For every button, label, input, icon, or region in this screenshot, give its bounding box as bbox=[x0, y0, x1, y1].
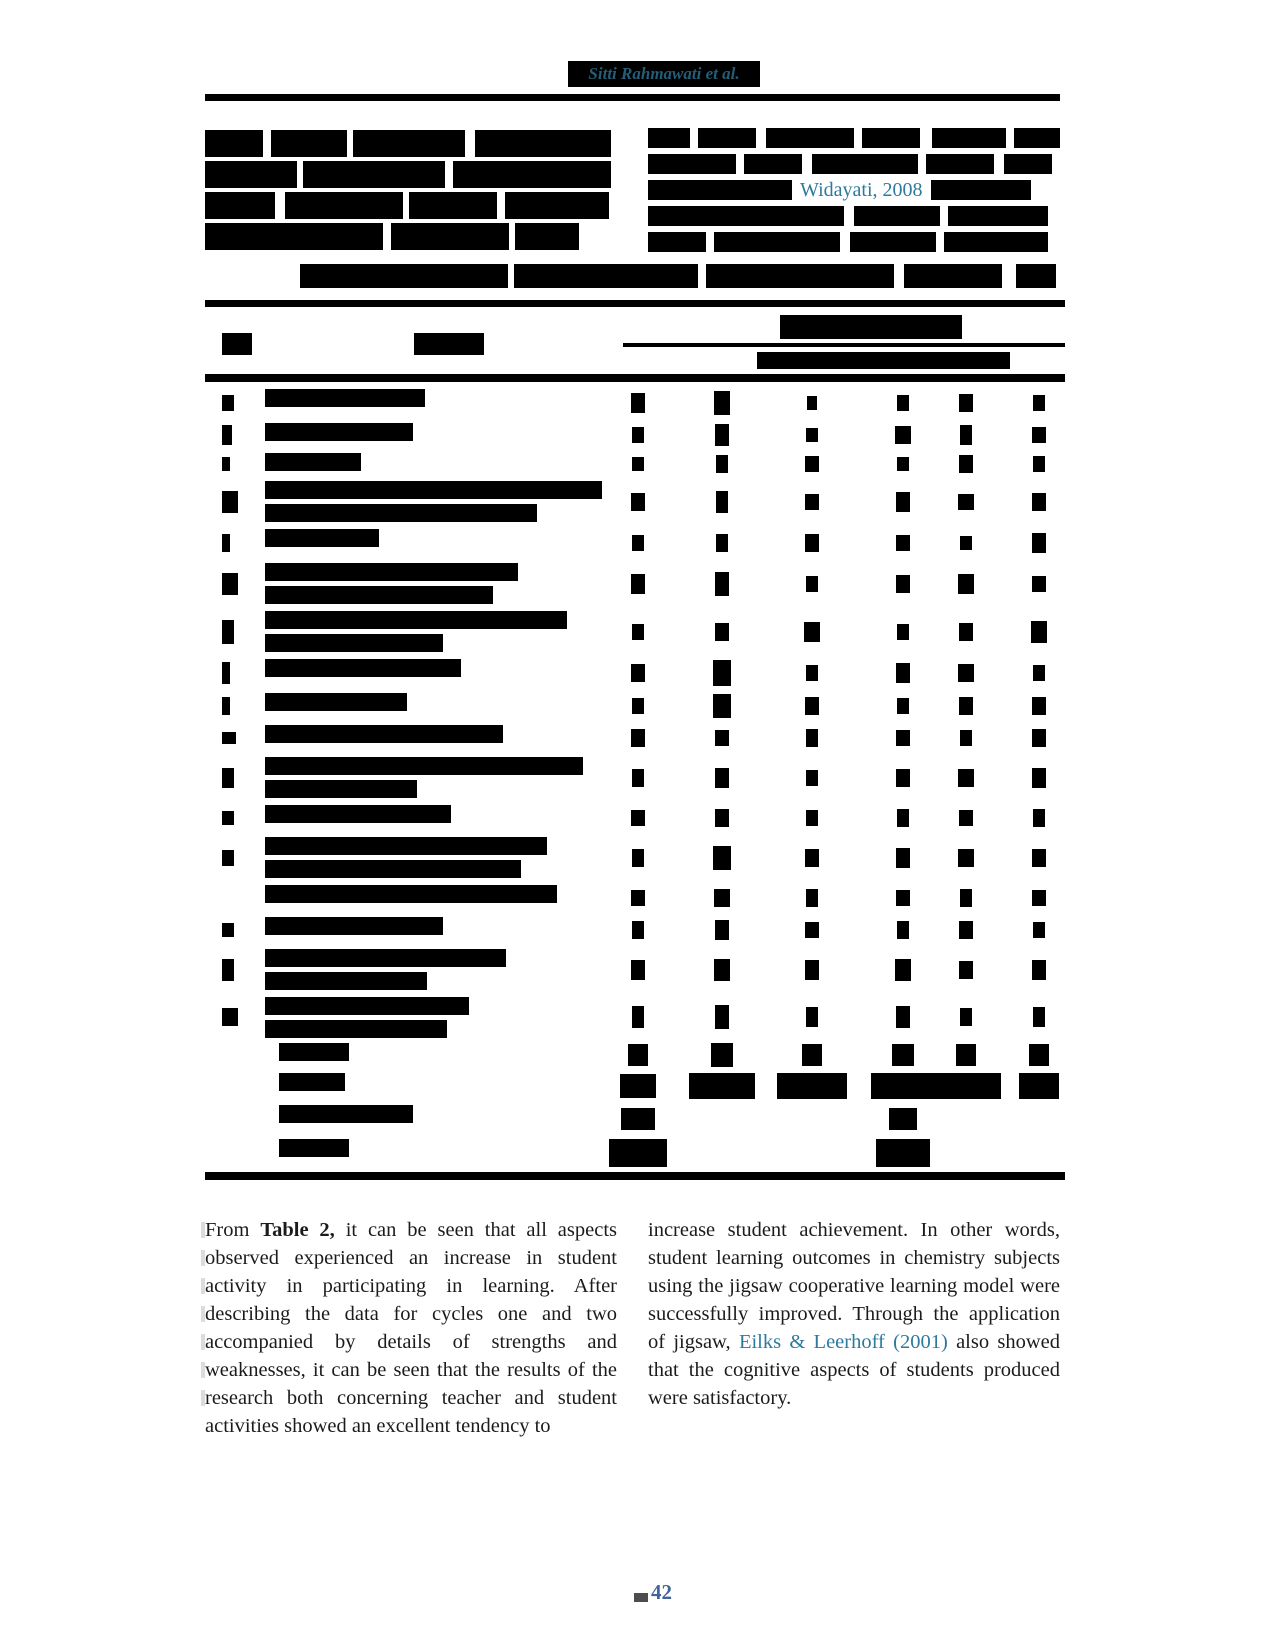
column-header-no-redaction bbox=[222, 333, 252, 355]
data-cell-redaction bbox=[631, 890, 645, 906]
data-cell-redaction bbox=[805, 494, 819, 510]
redaction-bar bbox=[205, 130, 263, 157]
redaction-bar bbox=[265, 1020, 447, 1038]
redaction-bar bbox=[265, 453, 361, 471]
data-cell-redaction bbox=[806, 729, 818, 747]
data-cell-redaction bbox=[714, 889, 730, 907]
data-cell-redaction bbox=[805, 922, 819, 938]
table-row bbox=[205, 1136, 1065, 1170]
data-cell-redaction bbox=[632, 698, 644, 714]
aspect-label-redaction bbox=[265, 481, 602, 527]
table-row bbox=[205, 1102, 1065, 1136]
data-cell-redaction bbox=[1031, 621, 1047, 643]
page-number: 42 bbox=[651, 1580, 672, 1604]
table-row bbox=[205, 722, 1065, 754]
redaction-bar bbox=[926, 154, 994, 174]
data-cell-redaction bbox=[958, 574, 974, 594]
data-cell-redaction bbox=[805, 960, 819, 980]
redaction-bar bbox=[648, 128, 690, 148]
span-header-underline bbox=[623, 343, 1065, 347]
redaction-bar bbox=[265, 917, 443, 935]
data-cell-redaction bbox=[632, 769, 644, 787]
row-number-redaction bbox=[222, 534, 230, 552]
data-cell-redaction bbox=[632, 1006, 644, 1028]
data-cell-redaction bbox=[715, 768, 729, 788]
data-cell-redaction bbox=[960, 730, 972, 746]
table-row bbox=[205, 450, 1065, 478]
data-cell-redaction bbox=[632, 921, 644, 939]
redaction-bar bbox=[265, 997, 469, 1015]
data-cell-redaction bbox=[896, 535, 910, 551]
data-cell-redaction bbox=[715, 623, 729, 641]
row-number-redaction bbox=[222, 395, 234, 411]
data-cell-redaction bbox=[620, 1074, 656, 1098]
aspect-label-redaction bbox=[265, 949, 506, 995]
paragraph-right-post: also showed that the cognitive aspects of students produced were satisfactory. bbox=[648, 1331, 1060, 1409]
row-number-redaction bbox=[222, 457, 230, 471]
table-caption-redaction bbox=[300, 264, 1056, 288]
data-cell-redaction bbox=[631, 493, 645, 511]
redaction-bar bbox=[265, 780, 417, 798]
redaction-bar bbox=[698, 128, 756, 148]
data-cell-redaction bbox=[632, 849, 644, 867]
redaction-bar bbox=[932, 128, 1006, 148]
achievement-span-header-redaction bbox=[780, 315, 962, 339]
data-cell-redaction bbox=[896, 769, 910, 787]
aspect-label-redaction bbox=[279, 1105, 413, 1128]
redaction-bar bbox=[1014, 128, 1060, 148]
redacted-text-line bbox=[205, 161, 617, 188]
redaction-bar bbox=[515, 223, 579, 250]
data-cell-redaction bbox=[715, 730, 729, 746]
row-number-redaction bbox=[222, 662, 230, 684]
data-cell-redaction bbox=[805, 849, 819, 867]
data-cell-redaction bbox=[892, 1044, 914, 1066]
data-cell-redaction bbox=[632, 624, 644, 640]
data-cell-redaction bbox=[632, 427, 644, 443]
redaction-bar bbox=[205, 223, 383, 250]
redaction-bar bbox=[205, 192, 275, 219]
data-cell-redaction bbox=[806, 1007, 818, 1027]
redaction-bar bbox=[648, 232, 706, 252]
running-head-text: Sitti Rahmawati et al. bbox=[588, 64, 740, 83]
data-cell-redaction bbox=[896, 890, 910, 906]
redaction-bar bbox=[265, 529, 379, 547]
redaction-bar bbox=[285, 192, 403, 219]
table-row bbox=[205, 1040, 1065, 1070]
redaction-bar bbox=[1016, 264, 1056, 288]
redaction-bar bbox=[648, 180, 792, 200]
row-number-redaction bbox=[222, 959, 234, 981]
redaction-bar bbox=[265, 757, 583, 775]
row-number-redaction bbox=[222, 1008, 238, 1026]
data-cell-redaction bbox=[807, 396, 817, 410]
aspect-label-redaction bbox=[265, 805, 451, 828]
data-cell-redaction bbox=[959, 697, 973, 715]
data-cell-redaction bbox=[896, 1006, 910, 1028]
data-cell-redaction bbox=[713, 846, 731, 870]
data-cell-redaction bbox=[1032, 890, 1046, 906]
row-number-redaction bbox=[222, 768, 234, 788]
running-head-redaction bbox=[568, 61, 760, 87]
data-cell-redaction bbox=[897, 457, 909, 471]
redaction-bar bbox=[453, 161, 611, 188]
data-cell-redaction bbox=[1032, 960, 1046, 980]
redacted-text-line bbox=[205, 192, 617, 219]
data-cell-redaction bbox=[806, 889, 818, 907]
data-cell-redaction bbox=[876, 1139, 930, 1167]
data-cell-redaction bbox=[805, 697, 819, 715]
redacted-text-line bbox=[205, 130, 617, 157]
aspect-label-redaction bbox=[265, 423, 413, 446]
row-number-redaction bbox=[222, 573, 238, 595]
data-cell-redaction bbox=[895, 959, 911, 981]
redaction-bar bbox=[265, 949, 506, 967]
redacted-text-line bbox=[205, 223, 617, 250]
data-cell-redaction bbox=[931, 1073, 1001, 1099]
widayati-citation-link[interactable]: Widayati, 2008 bbox=[800, 179, 923, 201]
redaction-bar bbox=[931, 180, 1031, 200]
data-cell-redaction bbox=[1033, 395, 1045, 411]
aspect-label-redaction bbox=[265, 453, 361, 476]
redacted-text-line bbox=[648, 206, 1060, 226]
data-cell-redaction bbox=[631, 960, 645, 980]
paragraph-left-rest: it can be seen that all aspects observed experienced an increase in student activity in participating in learning. After describing the data for cycles one and two accompanied by details of strengths and weaknesses, it can be seen that the results of the research both concerning teacher and student activities showed an excellent tendency to bbox=[205, 1219, 617, 1437]
data-cell-redaction bbox=[896, 492, 910, 512]
data-cell-redaction bbox=[802, 1044, 822, 1066]
data-cell-redaction bbox=[806, 576, 818, 592]
redaction-bar bbox=[271, 130, 347, 157]
row-number-redaction bbox=[222, 850, 234, 866]
redaction-bar bbox=[265, 659, 461, 677]
redaction-bar bbox=[812, 154, 918, 174]
data-cell-redaction bbox=[715, 572, 729, 596]
data-cell-redaction bbox=[711, 1043, 733, 1067]
redaction-bar bbox=[300, 264, 508, 288]
data-cell-redaction bbox=[1032, 729, 1046, 747]
data-cell-redaction bbox=[1033, 922, 1045, 938]
aspect-label-redaction bbox=[265, 757, 583, 803]
data-cell-redaction bbox=[716, 455, 728, 473]
data-cell-redaction bbox=[631, 664, 645, 682]
data-cell-redaction bbox=[897, 395, 909, 411]
data-cell-redaction bbox=[1033, 665, 1045, 681]
data-cell-redaction bbox=[960, 536, 972, 550]
header-rule bbox=[205, 94, 1060, 101]
redaction-bar bbox=[265, 860, 521, 878]
table-row bbox=[205, 834, 1065, 882]
redaction-bar bbox=[1004, 154, 1052, 174]
aspect-label-redaction bbox=[265, 529, 379, 552]
redaction-bar bbox=[391, 223, 509, 250]
data-cell-redaction bbox=[1032, 493, 1046, 511]
data-cell-redaction bbox=[631, 574, 645, 594]
data-cell-redaction bbox=[714, 391, 730, 415]
data-cell-redaction bbox=[1033, 809, 1045, 827]
data-cell-redaction bbox=[806, 665, 818, 681]
table-row bbox=[205, 386, 1065, 420]
table-row bbox=[205, 994, 1065, 1040]
data-cell-redaction bbox=[806, 810, 818, 826]
redaction-bar bbox=[279, 1105, 413, 1123]
table-row bbox=[205, 526, 1065, 560]
data-cell-redaction bbox=[959, 921, 973, 939]
aspect-label-redaction bbox=[265, 563, 518, 609]
redaction-bar bbox=[303, 161, 445, 188]
row-number-redaction bbox=[222, 491, 238, 513]
redaction-bar bbox=[265, 634, 443, 652]
data-cell-redaction bbox=[716, 534, 728, 552]
data-cell-redaction bbox=[958, 664, 974, 682]
redaction-bar bbox=[265, 504, 537, 522]
table-row bbox=[205, 420, 1065, 450]
redaction-bar bbox=[648, 206, 844, 226]
redacted-text-line bbox=[648, 232, 1060, 252]
redaction-bar bbox=[265, 693, 407, 711]
data-cell-redaction bbox=[806, 428, 818, 442]
results-table bbox=[205, 300, 1065, 1188]
data-cell-redaction bbox=[1032, 697, 1046, 715]
redaction-bar bbox=[475, 130, 611, 157]
redaction-bar bbox=[265, 586, 493, 604]
data-cell-redaction bbox=[896, 663, 910, 683]
data-cell-redaction bbox=[958, 849, 974, 867]
redaction-bar bbox=[648, 154, 736, 174]
table-header-rule bbox=[205, 374, 1065, 382]
page-footer bbox=[634, 1580, 672, 1605]
paragraph-right-pre: increase student achievement. In other words, student learning outcomes in chemistry subjects using the jigsaw cooperative learning model were successfully improved. Through the application of jigsaw, bbox=[648, 1219, 1060, 1353]
redaction-bar bbox=[706, 264, 894, 288]
data-cell-redaction bbox=[895, 426, 911, 444]
data-cell-redaction bbox=[609, 1139, 667, 1167]
data-cell-redaction bbox=[713, 660, 731, 686]
row-number-redaction bbox=[222, 923, 234, 937]
aspect-label-redaction bbox=[279, 1139, 349, 1162]
data-cell-redaction bbox=[959, 961, 973, 979]
data-cell-redaction bbox=[959, 455, 973, 473]
redaction-bar bbox=[904, 264, 1002, 288]
data-cell-redaction bbox=[959, 810, 973, 826]
row-number-redaction bbox=[222, 697, 230, 715]
table-top-rule bbox=[205, 300, 1065, 307]
data-cell-redaction bbox=[1033, 1007, 1045, 1027]
footer-dash-redaction bbox=[634, 1593, 648, 1602]
redaction-bar bbox=[205, 161, 297, 188]
data-cell-redaction bbox=[896, 848, 910, 868]
data-cell-redaction bbox=[960, 889, 972, 907]
table-row bbox=[205, 656, 1065, 690]
table-row bbox=[205, 608, 1065, 656]
table-row bbox=[205, 882, 1065, 914]
aspect-label-redaction bbox=[265, 917, 443, 940]
data-cell-redaction bbox=[714, 959, 730, 981]
data-cell-redaction bbox=[1033, 456, 1045, 472]
data-cell-redaction bbox=[631, 393, 645, 413]
data-cell-redaction bbox=[715, 809, 729, 827]
subgroup-header-redaction bbox=[757, 352, 1010, 369]
row-number-redaction bbox=[222, 620, 234, 644]
aspect-label-redaction bbox=[265, 837, 547, 883]
data-cell-redaction bbox=[889, 1108, 917, 1130]
redaction-bar bbox=[514, 264, 698, 288]
data-cell-redaction bbox=[958, 769, 974, 787]
data-cell-redaction bbox=[1032, 768, 1046, 788]
table-row bbox=[205, 946, 1065, 994]
redaction-bar bbox=[265, 805, 451, 823]
row-number-redaction bbox=[222, 425, 232, 445]
redaction-bar bbox=[948, 206, 1048, 226]
paragraph-right bbox=[648, 1216, 1060, 1412]
redaction-bar bbox=[862, 128, 920, 148]
redaction-bar bbox=[265, 423, 413, 441]
data-cell-redaction bbox=[631, 729, 645, 747]
redacted-text-line bbox=[648, 128, 1060, 148]
redaction-bar bbox=[265, 725, 503, 743]
redacted-paragraph-left bbox=[205, 130, 617, 254]
table-body bbox=[205, 386, 1065, 1170]
aspect-label-redaction bbox=[265, 611, 567, 657]
redacted-text-line bbox=[648, 154, 1060, 174]
table-row bbox=[205, 560, 1065, 608]
redaction-bar bbox=[279, 1073, 345, 1091]
data-cell-redaction bbox=[897, 921, 909, 939]
data-cell-redaction bbox=[897, 624, 909, 640]
table-row bbox=[205, 690, 1065, 722]
eilks-leerhoff-citation-link[interactable]: Eilks & Leerhoff (2001) bbox=[738, 1331, 948, 1353]
row-number-redaction bbox=[222, 732, 236, 744]
data-cell-redaction bbox=[1029, 1044, 1049, 1066]
data-cell-redaction bbox=[1032, 533, 1046, 553]
redaction-bar bbox=[353, 130, 465, 157]
aspect-label-redaction bbox=[265, 389, 425, 412]
data-cell-redaction bbox=[897, 809, 909, 827]
data-cell-redaction bbox=[896, 575, 910, 593]
aspect-label-redaction bbox=[265, 693, 407, 716]
table-row bbox=[205, 802, 1065, 834]
redacted-text-line bbox=[648, 180, 1060, 200]
data-cell-redaction bbox=[956, 1044, 976, 1066]
data-cell-redaction bbox=[958, 494, 974, 510]
table-2-reference: Table 2, bbox=[260, 1219, 335, 1241]
column-header-aspect-redaction bbox=[414, 333, 484, 355]
data-cell-redaction bbox=[715, 1005, 729, 1029]
aspect-label-redaction bbox=[279, 1043, 349, 1066]
data-cell-redaction bbox=[628, 1044, 648, 1066]
redaction-bar bbox=[265, 389, 425, 407]
data-cell-redaction bbox=[805, 456, 819, 472]
data-cell-redaction bbox=[959, 394, 973, 412]
data-cell-redaction bbox=[777, 1073, 847, 1099]
redaction-bar bbox=[265, 885, 557, 903]
redaction-bar bbox=[279, 1043, 349, 1061]
data-cell-redaction bbox=[715, 424, 729, 446]
redaction-bar bbox=[505, 192, 609, 219]
redaction-bar bbox=[944, 232, 1048, 252]
data-cell-redaction bbox=[959, 623, 973, 641]
redaction-bar bbox=[265, 611, 567, 629]
data-cell-redaction bbox=[621, 1108, 655, 1130]
data-cell-redaction bbox=[689, 1073, 755, 1099]
data-cell-redaction bbox=[715, 920, 729, 940]
redaction-bar bbox=[265, 972, 427, 990]
data-cell-redaction bbox=[713, 694, 731, 718]
data-cell-redaction bbox=[632, 457, 644, 471]
redaction-bar bbox=[279, 1139, 349, 1157]
data-cell-redaction bbox=[1032, 427, 1046, 443]
redaction-bar bbox=[265, 837, 547, 855]
data-cell-redaction bbox=[804, 622, 820, 642]
aspect-label-redaction bbox=[265, 659, 461, 682]
paragraph-left-lead: From bbox=[205, 1219, 261, 1241]
redaction-bar bbox=[744, 154, 802, 174]
redacted-paragraph-right bbox=[648, 128, 1060, 258]
row-number-redaction bbox=[222, 811, 234, 825]
table-row bbox=[205, 478, 1065, 526]
data-cell-redaction bbox=[960, 425, 972, 445]
data-cell-redaction bbox=[960, 1008, 972, 1026]
data-cell-redaction bbox=[716, 491, 728, 513]
table-row bbox=[205, 1070, 1065, 1102]
data-cell-redaction bbox=[1032, 576, 1046, 592]
aspect-label-redaction bbox=[279, 1073, 345, 1096]
data-cell-redaction bbox=[632, 535, 644, 551]
data-cell-redaction bbox=[631, 810, 645, 826]
data-cell-redaction bbox=[896, 730, 910, 746]
paragraph-left bbox=[205, 1216, 617, 1440]
redaction-bar bbox=[409, 192, 497, 219]
data-cell-redaction bbox=[897, 698, 909, 714]
data-cell-redaction bbox=[871, 1073, 935, 1099]
redaction-bar bbox=[854, 206, 940, 226]
redaction-bar bbox=[265, 481, 602, 499]
table-row bbox=[205, 754, 1065, 802]
redaction-bar bbox=[850, 232, 936, 252]
data-cell-redaction bbox=[1032, 849, 1046, 867]
data-cell-redaction bbox=[1019, 1073, 1059, 1099]
aspect-label-redaction bbox=[265, 885, 557, 908]
aspect-label-redaction bbox=[265, 725, 503, 748]
data-cell-redaction bbox=[805, 534, 819, 552]
redaction-bar bbox=[265, 563, 518, 581]
table-row bbox=[205, 914, 1065, 946]
aspect-label-redaction bbox=[265, 997, 469, 1043]
data-cell-redaction bbox=[806, 770, 818, 786]
table-bottom-rule bbox=[205, 1172, 1065, 1180]
redaction-bar bbox=[766, 128, 854, 148]
redaction-bar bbox=[714, 232, 840, 252]
